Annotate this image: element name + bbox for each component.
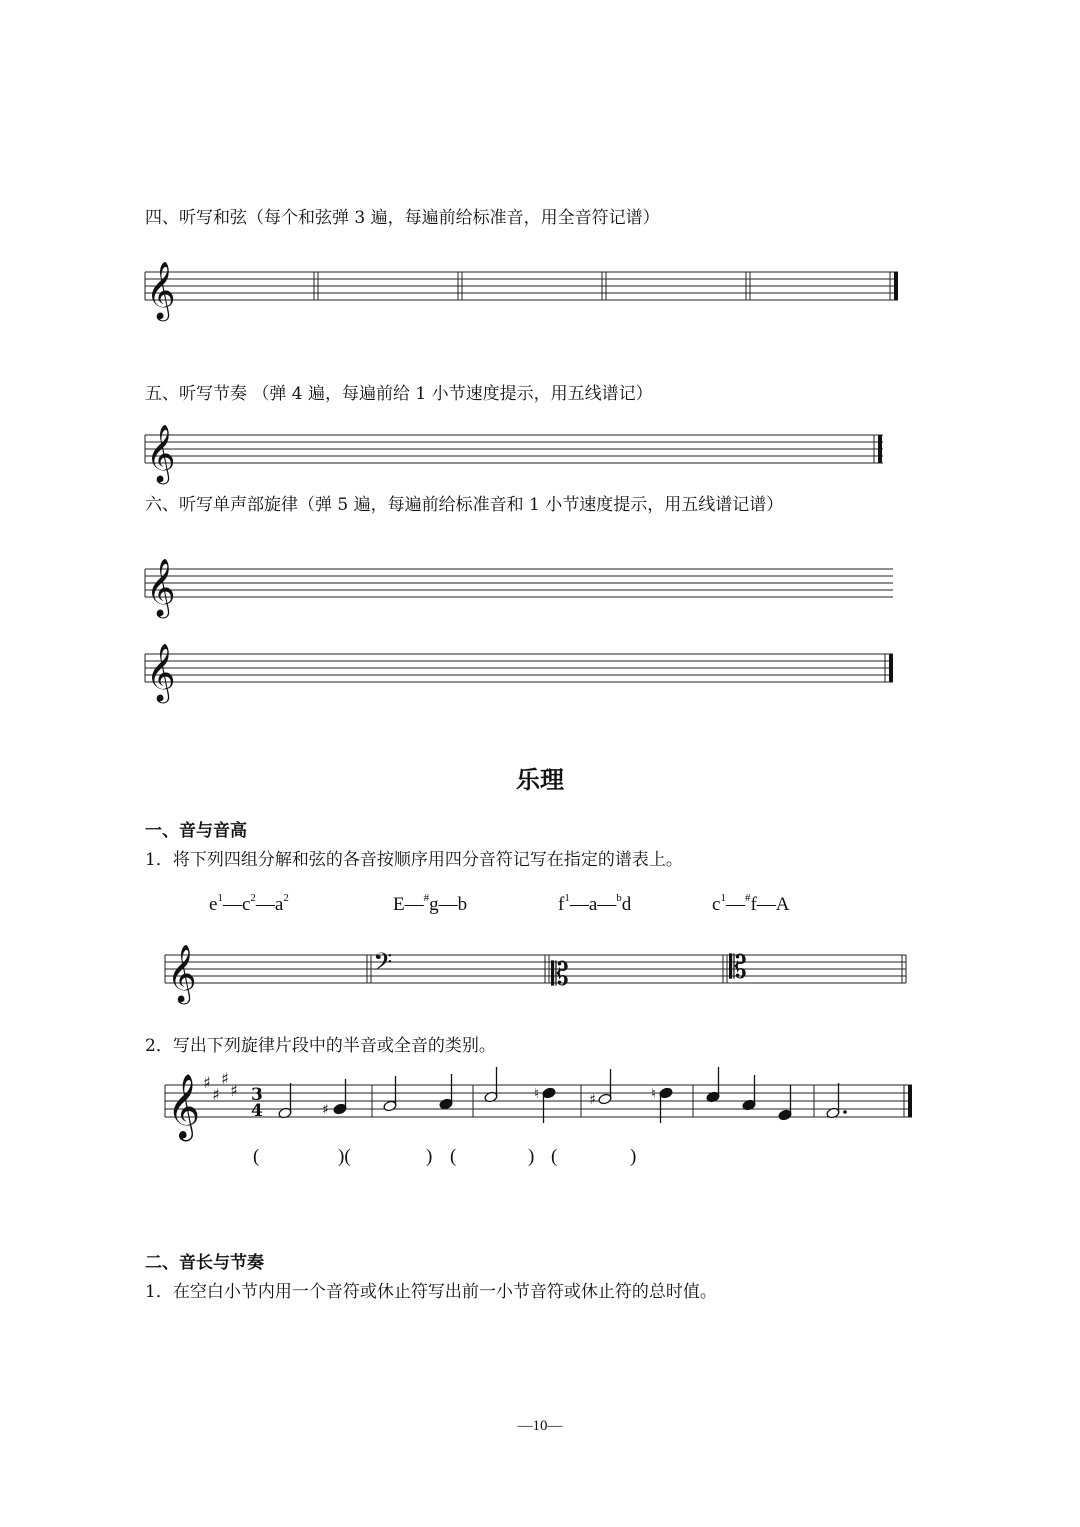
part1-heading: 一、音与音高 xyxy=(145,821,247,841)
chord-group-1: $e^1—c^2—a^2$ xyxy=(209,892,289,915)
rhythm-dictation-heading: 五、听写节奏 （弹 4 遍，每遍前给 1 小节速度提示，用五线谱记） xyxy=(145,384,653,404)
answer-paren: ( xyxy=(253,1146,260,1167)
alto-clef-icon: 𝄡 xyxy=(551,955,569,993)
natural-icon: ♮ xyxy=(651,1086,657,1102)
melody-staff-1 xyxy=(145,569,893,597)
sharp-icon: ♯ xyxy=(322,1102,329,1118)
answer-paren: )( xyxy=(338,1146,351,1167)
time-signature-top: 3 xyxy=(251,1085,263,1105)
sharp-icon: ♯ xyxy=(203,1073,211,1092)
treble-clef-icon: 𝄞 xyxy=(146,558,176,616)
answer-paren: ) xyxy=(630,1146,637,1167)
theory-title: 乐理 xyxy=(516,766,564,794)
dot xyxy=(843,1110,847,1114)
part1-question-1: 1．将下列四组分解和弦的各音按顺序用四分音符记写在指定的谱表上。 xyxy=(145,850,683,870)
answer-paren: ( xyxy=(450,1146,457,1167)
treble-clef-icon: 𝄞 xyxy=(146,261,176,319)
bass-clef-icon: 𝄢 xyxy=(373,948,393,983)
melody-dictation-heading: 六、听写单声部旋律（弹 5 遍，每遍前给标准音和 1 小节速度提示，用五线谱记谱） xyxy=(145,495,784,515)
tenor-clef-icon: 𝄡 xyxy=(729,948,747,986)
answer-paren: ) xyxy=(528,1146,535,1167)
part1-question-2: 2．写出下列旋律片段中的半音或全音的类别。 xyxy=(145,1036,496,1056)
chord-group-3: $f^1—a—^bd$ xyxy=(558,892,632,915)
sharp-icon: ♯ xyxy=(589,1092,596,1108)
chord-staff xyxy=(145,272,898,300)
chord-group-4: $c^1—^{\#}f—A$ xyxy=(712,892,790,915)
answer-paren: ) xyxy=(426,1146,433,1167)
sharp-icon: ♯ xyxy=(230,1081,238,1100)
natural-icon: ♮ xyxy=(534,1086,540,1102)
treble-clef-icon: 𝄞 xyxy=(146,643,176,701)
rhythm-staff xyxy=(145,435,883,463)
treble-clef-icon: 𝄞 xyxy=(167,1074,201,1139)
melody-staff-2 xyxy=(145,654,893,682)
part2-heading: 二、音长与节奏 xyxy=(145,1253,264,1273)
answer-paren: ( xyxy=(551,1146,558,1167)
treble-clef-icon: 𝄞 xyxy=(167,944,197,1002)
time-signature-bottom: 4 xyxy=(251,1101,263,1121)
chord-group-2: E—#g—b xyxy=(393,892,468,915)
sharp-icon: ♯ xyxy=(221,1069,229,1088)
clef-exercise-staff xyxy=(165,955,906,983)
treble-clef-icon: 𝄞 xyxy=(146,424,176,482)
sharp-icon: ♯ xyxy=(212,1085,220,1104)
part2-question-1: 1．在空白小节内用一个音符或休止符写出前一小节音符或休止符的总时值。 xyxy=(145,1282,717,1302)
chord-dictation-heading: 四、听写和弦（每个和弦弹 3 遍，每遍前给标准音，用全音符记谱） xyxy=(145,208,660,228)
page-number: —10— xyxy=(517,1418,563,1434)
